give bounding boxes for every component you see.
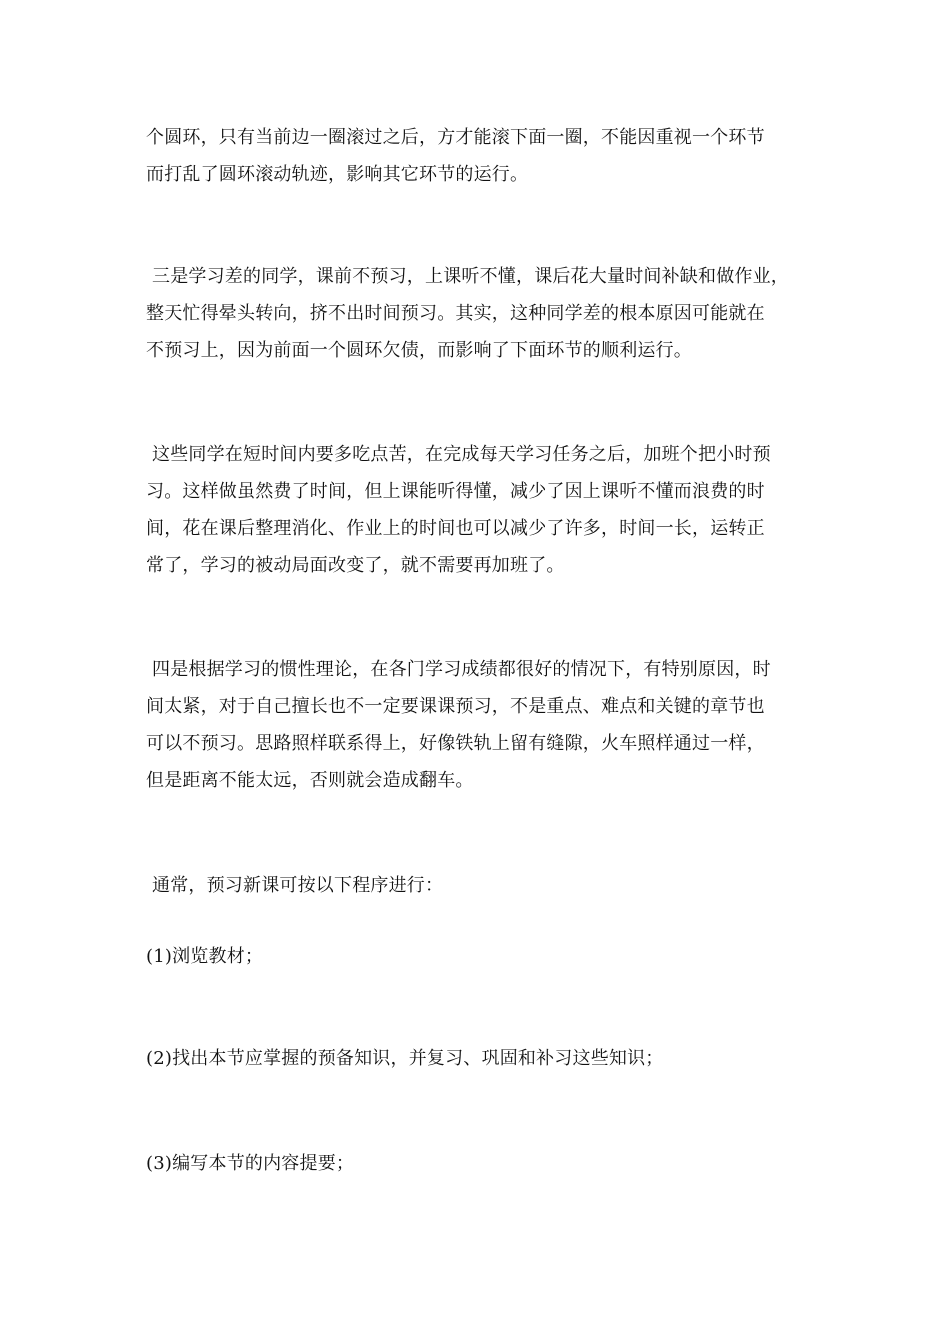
list-item-summary xyxy=(0,1145,950,1182)
text-line: 通常，预习新课可按以下程序进行： xyxy=(152,875,444,896)
text-line: 间，花在课后整理消化、作业上的时间也可以减少了许多，时间一长，运转正 xyxy=(146,518,765,539)
paragraph-point-three xyxy=(0,258,950,369)
paragraph-extra-effort xyxy=(0,436,950,584)
text-line: 四是根据学习的惯性理论，在各门学习成绩都很好的情况下，有特别原因，时 xyxy=(152,659,771,680)
text-line: 常了，学习的被动局面改变了，就不需要再加班了。 xyxy=(146,555,565,576)
text-line: 而打乱了圆环滚动轨迹，影响其它环节的运行。 xyxy=(146,164,529,185)
paragraph-circle-continuation xyxy=(0,119,950,193)
list-item-browse xyxy=(0,938,950,975)
text-line: 但是距离不能太远，否则就会造成翻车。 xyxy=(146,770,474,791)
paragraph-procedure-intro xyxy=(0,867,950,904)
text-line: 三是学习差的同学，课前不预习，上课听不懂，课后花大量时间补缺和做作业， xyxy=(152,266,789,287)
text-line: (1)浏览教材； xyxy=(146,946,264,967)
text-line: 整天忙得晕头转向，挤不出时间预习。其实，这种同学差的根本原因可能就在 xyxy=(146,303,765,324)
text-line: 个圆环，只有当前边一圈滚过之后，方才能滚下面一圈，不能因重视一个环节 xyxy=(146,127,765,148)
text-line: 习。这样做虽然费了时间，但上课能听得懂，减少了因上课听不懂而浪费的时 xyxy=(146,481,765,502)
text-line: 可以不预习。思路照样联系得上，好像铁轨上留有缝隙，火车照样通过一样， xyxy=(146,733,765,754)
text-line: 间太紧，对于自己擅长也不一定要课课预习，不是重点、难点和关键的章节也 xyxy=(146,696,765,717)
list-item-prerequisites xyxy=(0,1040,950,1077)
text-line: (3)编写本节的内容提要； xyxy=(146,1153,355,1174)
paragraph-point-four xyxy=(0,651,950,799)
text-line: (2)找出本节应掌握的预备知识，并复习、巩固和补习这些知识； xyxy=(146,1048,664,1069)
text-line: 不预习上，因为前面一个圆环欠债，而影响了下面环节的顺利运行。 xyxy=(146,340,692,361)
text-line: 这些同学在短时间内要多吃点苦，在完成每天学习任务之后，加班个把小时预 xyxy=(152,444,771,465)
